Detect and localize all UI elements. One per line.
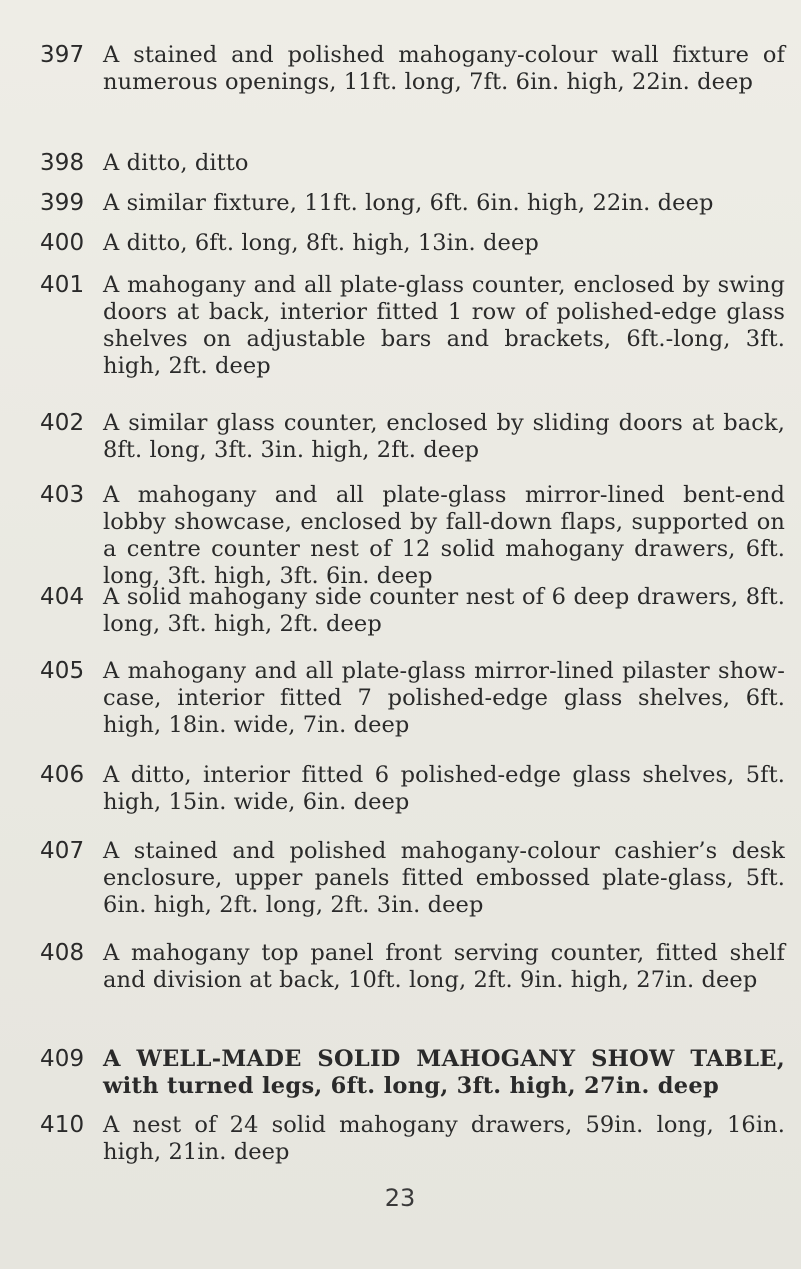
lot-description: A stained and polished mahogany-colour cashier’s desk enclosure, upper panels fitted embossed plate-glass, 5ft. 6in. high, 2ft. long, 2ft. 3in. deep <box>103 838 785 918</box>
lot-description: A ditto, interior fitted 6 polished-edge glass shelves, 5ft. high, 15in. wide, 6in. deep <box>103 762 785 815</box>
lot-description: A stained and polished mahogany-colour wall fixture of numerous openings, 11ft. long, 7ft. 6in. high, 22in. deep <box>103 42 785 95</box>
lot-description: A similar glass counter, enclosed by sliding doors at back, 8ft. long, 3ft. 3in. high, 2ft. deep <box>103 410 785 463</box>
lot-entry <box>40 190 785 217</box>
lot-description: A mahogany and all plate-glass mirror-lined bent-end lobby showcase, enclosed by fall-down flaps, supported on a centre counter nest of 12 solid mahogany drawers, 6ft. long, 3ft. high, 3ft. 6in. deep <box>103 482 785 589</box>
lot-entry <box>40 42 785 96</box>
lot-number: 407 <box>40 838 85 864</box>
lot-number: 400 <box>40 230 85 256</box>
lot-number: 410 <box>40 1112 85 1138</box>
lot-number: 409 <box>40 1046 85 1072</box>
lot-entry <box>40 762 785 816</box>
lot-entry <box>40 272 785 380</box>
lot-description: A mahogany and all plate-glass counter, enclosed by swing doors at back, interior fitted 1 row of polished-edge glass shelves on adjustable bars and brackets, 6ft.-long, 3ft. high, 2ft. deep <box>103 272 785 379</box>
lot-description: A ditto, ditto <box>103 150 249 176</box>
lot-entry <box>40 584 785 638</box>
lot-number: 398 <box>40 150 85 176</box>
lot-entry <box>40 940 785 994</box>
lot-number: 406 <box>40 762 85 788</box>
lot-entry <box>40 838 785 919</box>
lot-description: A WELL-MADE SOLID MAHOGANY SHOW TABLE, with turned legs, 6ft. long, 3ft. high, 27in. deep <box>103 1046 785 1099</box>
lot-number: 403 <box>40 482 85 508</box>
lot-description: A nest of 24 solid mahogany drawers, 59in. long, 16in. high, 21in. deep <box>103 1112 785 1165</box>
lot-number: 401 <box>40 272 85 298</box>
lot-entry <box>40 150 785 177</box>
lot-entry <box>40 410 785 464</box>
lot-entry <box>40 482 785 590</box>
lot-number: 408 <box>40 940 85 966</box>
lot-description: A mahogany and all plate-glass mirror-lined pilaster show-case, interior fitted 7 polished-edge glass shelves, 6ft. high, 18in. wide, 7in. deep <box>103 658 785 738</box>
lot-description: A mahogany top panel front serving counter, fitted shelf and division at back, 10ft. long, 2ft. 9in. high, 27in. deep <box>103 940 785 993</box>
lot-entry <box>40 1112 785 1166</box>
lot-number: 397 <box>40 42 85 68</box>
lot-number: 405 <box>40 658 85 684</box>
lot-description: A similar fixture, 11ft. long, 6ft. 6in. high, 22in. deep <box>103 190 714 216</box>
lot-description: A solid mahogany side counter nest of 6 deep drawers, 8ft. long, 3ft. high, 2ft. deep <box>103 584 785 637</box>
lot-description: A ditto, 6ft. long, 8ft. high, 13in. deep <box>103 230 539 256</box>
lot-entry <box>40 658 785 739</box>
lot-entry <box>40 1046 785 1100</box>
lot-number: 404 <box>40 584 85 610</box>
lot-number: 399 <box>40 190 85 216</box>
lot-number: 402 <box>40 410 85 436</box>
page-number: 23 <box>384 1184 416 1212</box>
lot-entry <box>40 230 785 257</box>
